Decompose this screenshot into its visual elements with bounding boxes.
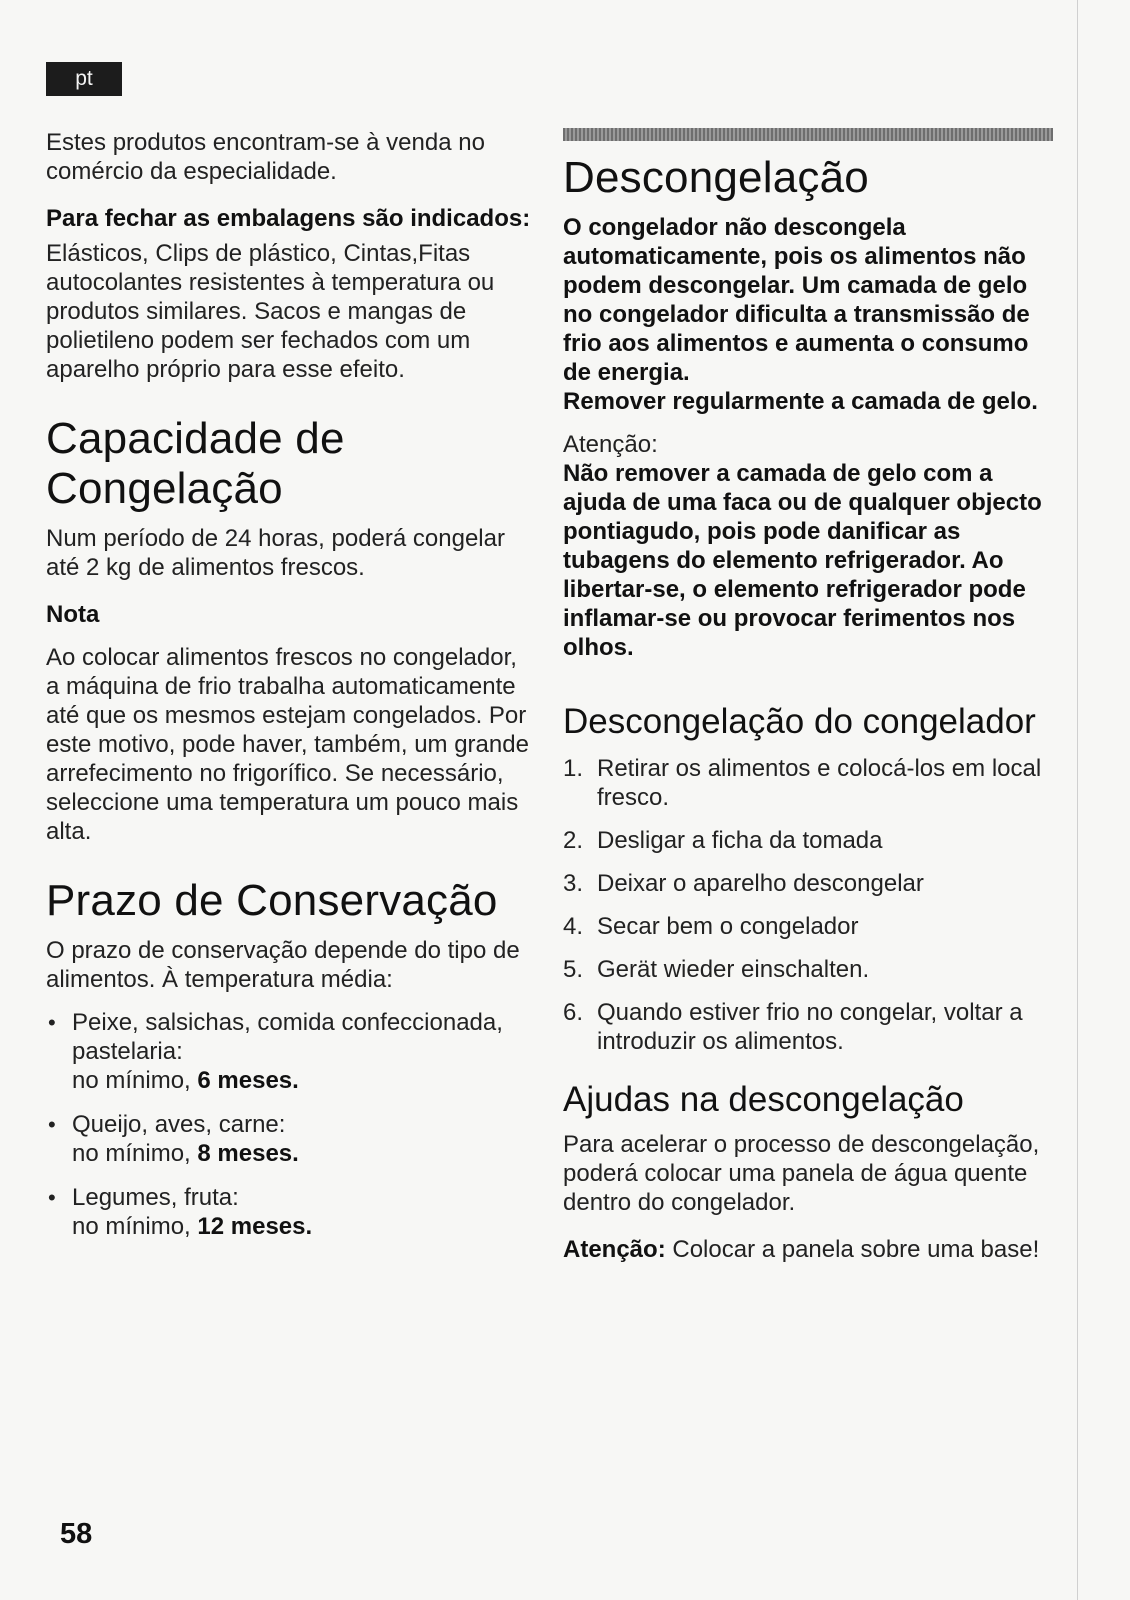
storage-text: O prazo de conservação depende do tipo de alimentos. À temperatura média:	[46, 937, 520, 993]
defrost-text-2: Remover regularmente a camada de gelo.	[563, 388, 1038, 415]
step-text: Quando estiver frio no congelar, voltar a introduzir os alimentos.	[597, 999, 1023, 1055]
freezer-defrost-title: Descongelação do congelador	[563, 702, 1036, 741]
aids-text: Para acelerar o processo de descongelação, poderá colocar uma panela de água quente dentro do congelador.	[563, 1131, 1040, 1216]
storage-item-value: 6 meses.	[197, 1067, 299, 1094]
list-item	[563, 826, 1053, 855]
list-item	[563, 955, 1053, 984]
list-item	[563, 869, 1053, 898]
list-item	[46, 1183, 536, 1241]
page-number: 58	[60, 1518, 93, 1550]
list-item	[46, 1008, 536, 1095]
step-number: 3.	[563, 870, 584, 897]
warning-heading: Atenção:	[563, 431, 658, 458]
aids-title: Ajudas na descongelação	[563, 1080, 964, 1119]
language-badge: pt	[46, 62, 122, 96]
storage-item-label: Legumes, fruta:	[72, 1184, 239, 1211]
left-column	[46, 128, 536, 1256]
right-column	[563, 128, 1053, 1264]
storage-item-label: Peixe, salsichas, comida confeccionada, pastelaria:	[72, 1009, 503, 1065]
storage-item-prefix: no mínimo,	[72, 1140, 191, 1167]
step-number: 1.	[563, 755, 584, 782]
aids-warning-label: Atenção:	[563, 1236, 666, 1263]
step-number: 2.	[563, 827, 584, 854]
defrost-steps	[563, 754, 1053, 1056]
capacity-title: Capacidade de Congelação	[46, 414, 345, 513]
warning-text: Não remover a camada de gelo com a ajuda de uma faca ou de qualquer objecto pontiagudo, pois pode danificar as tubagens do elemento refrigerador. Ao libertar-se, o elemento refrigerador pode inflamar-se ou provocar ferimentos nos olhos.	[563, 460, 1042, 661]
list-item	[563, 754, 1053, 812]
storage-list	[46, 1008, 536, 1241]
storage-item-label: Queijo, aves, carne:	[72, 1111, 286, 1138]
storage-title: Prazo de Conservação	[46, 876, 498, 925]
aids-warning-text: Colocar a panela sobre uma base!	[665, 1236, 1040, 1263]
step-text: Deixar o aparelho descongelar	[597, 870, 924, 897]
storage-item-prefix: no mínimo,	[72, 1067, 191, 1094]
step-number: 4.	[563, 913, 584, 940]
list-item	[46, 1110, 536, 1168]
step-text: Desligar a ficha da tomada	[597, 827, 883, 854]
closing-text: Elásticos, Clips de plástico, Cintas,Fitas autocolantes resistentes à temperatura ou produtos similares. Sacos e mangas de polietileno podem ser fechados com um aparelho próprio para esse efeito.	[46, 240, 495, 383]
step-text: Secar bem o congelador	[597, 913, 859, 940]
intro-text: Estes produtos encontram-se à venda no comércio da especialidade.	[46, 129, 485, 185]
step-text: Retirar os alimentos e colocá-los em local fresco.	[597, 755, 1042, 811]
list-item	[563, 998, 1053, 1056]
aids-warning	[563, 1235, 1053, 1264]
storage-item-value: 12 meses.	[197, 1213, 313, 1240]
defrost-text: O congelador não descongela automaticamente, pois os alimentos não podem descongelar. Um camada de gelo no congelador dificulta a transmissão de frio aos alimentos e aumenta o consumo de energia.	[563, 214, 1030, 386]
note-text: Ao colocar alimentos frescos no congelador, a máquina de frio trabalha automaticamente até que os mesmos estejam congelados. Por este motivo, pode haver, também, um grande arrefecimento no frigorífico. Se necessário, seleccione uma temperatura um pouco mais alta.	[46, 644, 529, 845]
note-heading: Nota	[46, 601, 100, 628]
section-bar	[563, 128, 1053, 141]
defrost-title: Descongelação	[563, 153, 869, 202]
list-item	[563, 912, 1053, 941]
step-number: 6.	[563, 999, 584, 1026]
capacity-text: Num período de 24 horas, poderá congelar até 2 kg de alimentos frescos.	[46, 525, 505, 581]
step-text: Gerät wieder einschalten.	[597, 956, 870, 983]
step-number: 5.	[563, 956, 584, 983]
storage-item-value: 8 meses.	[197, 1140, 299, 1167]
storage-item-prefix: no mínimo,	[72, 1213, 191, 1240]
closing-heading: Para fechar as embalagens são indicados:	[46, 205, 531, 232]
page-edge-line	[1077, 0, 1078, 1600]
